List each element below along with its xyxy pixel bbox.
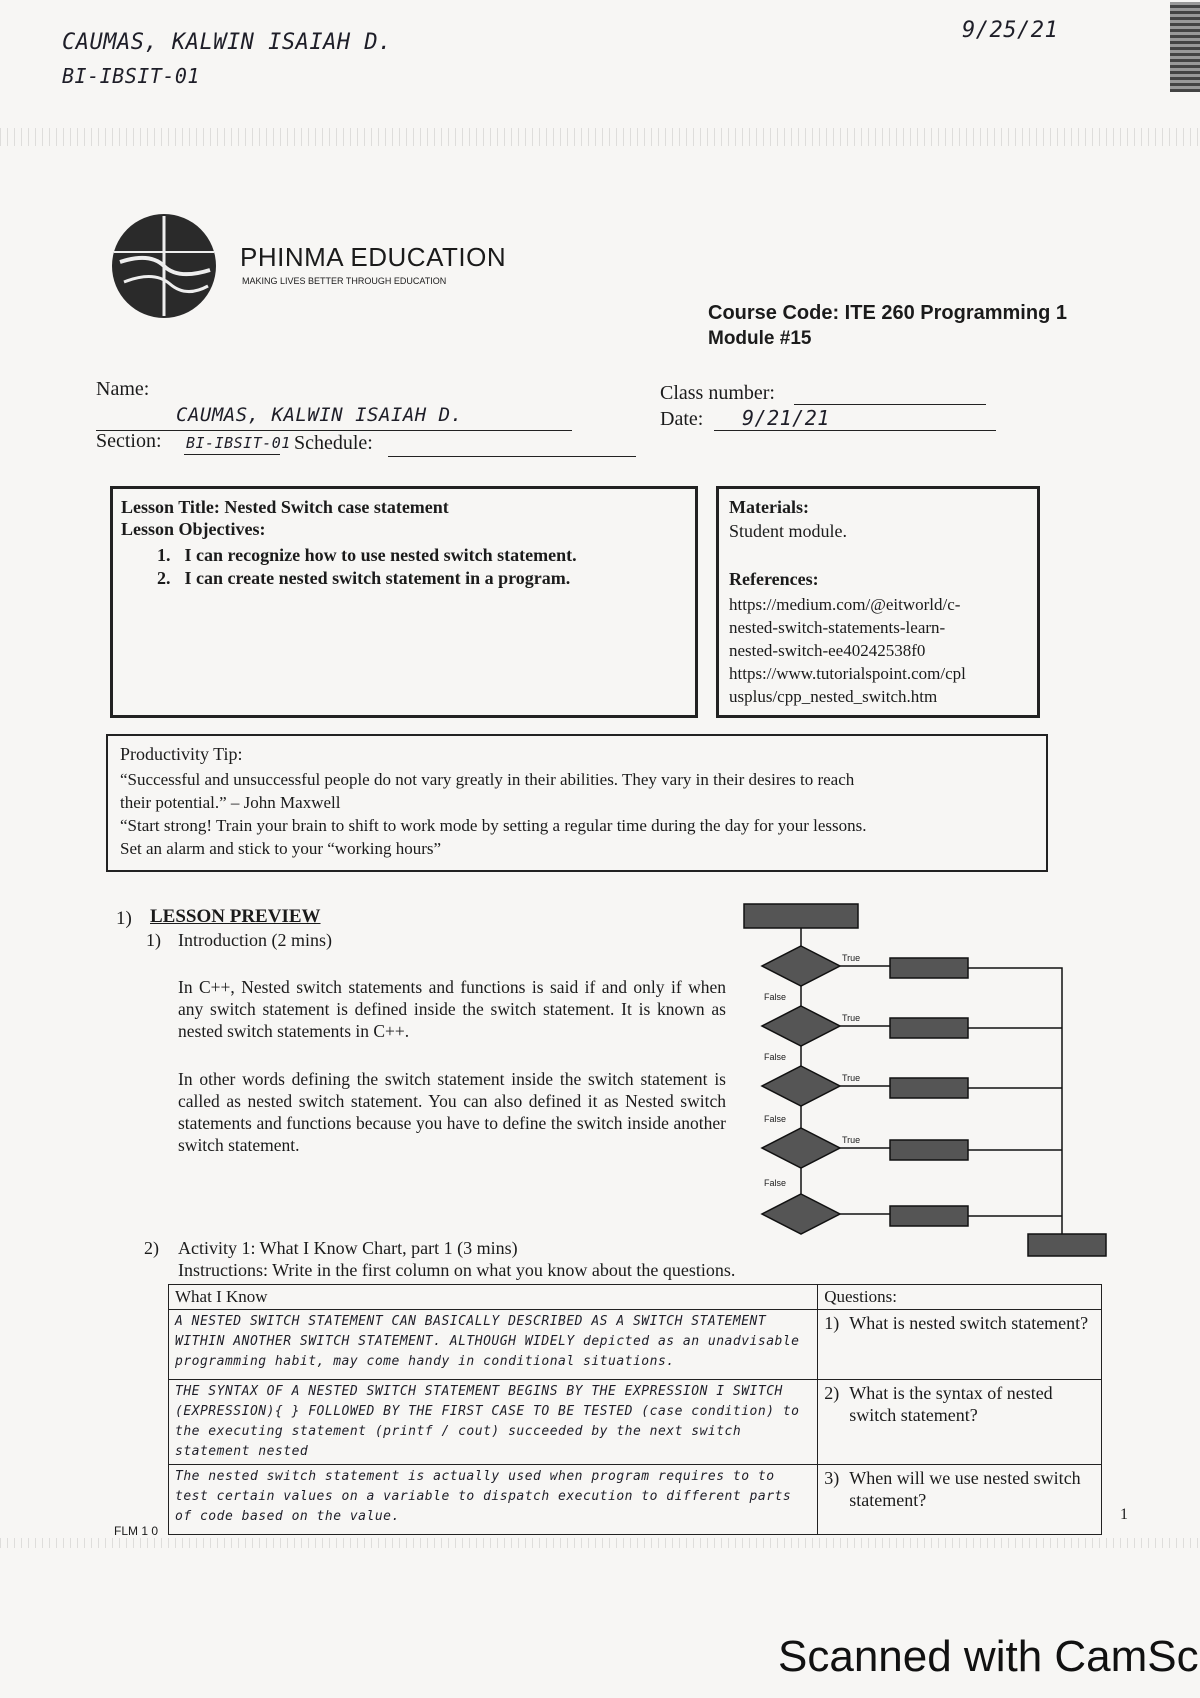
flowchart-end-box: [1028, 1234, 1106, 1256]
answer-cell[interactable]: The nested switch statement is actually used when program requires to to test certain values on a variable to dispatch execution to different parts of code based on the value.: [169, 1465, 818, 1535]
class-number-label: Class number:: [660, 382, 775, 404]
materials-value: Student module.: [729, 521, 847, 541]
header-date: 9/25/21: [962, 18, 1059, 43]
flowchart-decision-default: [762, 1194, 840, 1234]
globe-logo-icon: [110, 212, 218, 320]
scan-edge-mark: [1170, 2, 1200, 92]
flowchart-true-label: True: [842, 1013, 861, 1023]
flowchart-true-label: True: [842, 953, 861, 963]
col-header-what-i-know: What I Know: [169, 1285, 818, 1310]
flowchart-decision-2: [762, 1006, 840, 1046]
module-number: Module #15: [708, 328, 812, 349]
footer-flm: FLM 1 0: [114, 1524, 159, 1538]
reference-line: usplus/cpp_nested_switch.htm: [729, 687, 938, 706]
flowchart-case-box-2: [890, 1018, 968, 1038]
scan-noise-band: [0, 1538, 1200, 1548]
flowchart-case-box-1: [890, 958, 968, 978]
flowchart-true-label: True: [842, 1135, 861, 1145]
preview-heading: LESSON PREVIEW: [150, 906, 321, 927]
tip-text: [120, 768, 866, 860]
date-value: 9/21/21: [742, 406, 830, 430]
schedule-line: [388, 432, 636, 457]
preview-number: 1): [116, 908, 132, 929]
table-row: [169, 1310, 1102, 1380]
flowchart-true-label: True: [842, 1073, 861, 1083]
question-number: 3): [824, 1468, 840, 1488]
question-text: What is nested switch statement?: [849, 1313, 1089, 1333]
question-text: What is the syntax of nested switch statement?: [849, 1383, 1053, 1425]
answer-cell[interactable]: A NESTED SWITCH STATEMENT CAN BASICALLY DESCRIBED AS A SWITCH STATEMENT WITHIN ANOTHER SWITCH STATEMENT. ALTHOUGH WIDELY depicted as an unadvisable programming habit, may come handy in conditional situations.: [169, 1310, 818, 1380]
flowchart-false-label: False: [764, 1052, 787, 1062]
intro-number: 1): [146, 930, 161, 950]
scanner-watermark: Scanned with CamSc: [778, 1632, 1199, 1681]
question-number: 1): [824, 1313, 840, 1333]
reference-line: nested-switch-statements-learn-: [729, 618, 946, 637]
materials-label: Materials:: [729, 497, 809, 517]
tip-line: Set an alarm and stick to your “working hours”: [120, 839, 442, 858]
flowchart-start-box: [744, 904, 858, 928]
name-label: Name:: [96, 378, 150, 400]
activity-number: 2): [144, 1238, 159, 1258]
tip-line: “Successful and unsuccessful people do not vary greatly in their abilities. They vary in their desires to reach: [120, 770, 855, 789]
question-number: 2): [824, 1383, 840, 1403]
header-student-name: CAUMAS, KALWIN ISAIAH D.: [62, 30, 392, 55]
intro-heading: Introduction (2 mins): [178, 930, 332, 950]
name-value: CAUMAS, KALWIN ISAIAH D.: [176, 404, 463, 426]
flowchart-diagram: [740, 896, 1110, 1260]
reference-line: https://medium.com/@eitworld/c-: [729, 595, 961, 614]
question-text: When will we use nested switch statement?: [849, 1468, 1081, 1510]
question-cell: [818, 1465, 1102, 1535]
reference-line: nested-switch-ee40242538f0: [729, 641, 926, 660]
col-header-questions: Questions:: [818, 1285, 1102, 1310]
flowchart-false-label: False: [764, 1114, 787, 1124]
intro-paragraph-1: In C++, Nested switch statements and functions is said if and only if when any switch statement is defined inside the switch statement. It is known as nested switch statements in C++.: [178, 977, 726, 1041]
section-label: Section:: [96, 430, 162, 452]
flowchart-case-box-3: [890, 1078, 968, 1098]
header-section: BI-IBSIT-01: [62, 64, 200, 88]
flowchart-decision-1: [762, 946, 840, 986]
flowchart-default-box: [890, 1206, 968, 1226]
question-cell: [818, 1310, 1102, 1380]
flowchart-decision-3: [762, 1066, 840, 1106]
reference-line: https://www.tutorialspoint.com/cpl: [729, 664, 966, 683]
table-row: [169, 1380, 1102, 1465]
answer-cell[interactable]: THE SYNTAX OF A NESTED SWITCH STATEMENT BEGINS BY THE EXPRESSION I SWITCH (EXPRESSION){ } FOLLOWED BY THE FIRST CASE TO BE TESTED (case condition) to the executing statement (printf / cout) succeeded by the next switch statement nested: [169, 1380, 818, 1465]
section-value: BI-IBSIT-01: [186, 434, 291, 452]
tip-label: Productivity Tip:: [120, 744, 243, 764]
logo-tagline: MAKING LIVES BETTER THROUGH EDUCATION: [242, 276, 447, 286]
what-i-know-chart: [168, 1284, 1102, 1535]
switch-flowchart: [740, 896, 1110, 1260]
lesson-title: Lesson Title: Nested Switch case statement: [121, 497, 449, 517]
materials-box: [716, 486, 1040, 718]
flowchart-false-label: False: [764, 1178, 787, 1188]
table-row: [169, 1465, 1102, 1535]
footer-page-number: 1: [1120, 1506, 1128, 1523]
logo-org-name: PHINMA EDUCATION: [240, 242, 507, 272]
activity-instructions: Instructions: Write in the first column on what you know about the questions.: [178, 1260, 736, 1280]
objective-item: 2. I can create nested switch statement in a program.: [157, 568, 571, 588]
class-number-line: [794, 382, 986, 405]
intro-paragraph-2: In other words defining the switch statement inside the switch statement is called as nested switch statement. You can also defined it as Nested switch statements and functions because you have to define the switch inside another switch statement.: [178, 1069, 726, 1155]
references-list: [729, 593, 966, 708]
question-cell: [818, 1380, 1102, 1465]
flowchart-false-label: False: [764, 992, 787, 1002]
flowchart-decision-4: [762, 1128, 840, 1168]
lesson-box: [110, 486, 698, 718]
scan-noise-band: [0, 128, 1200, 146]
lesson-objectives-list: [157, 543, 577, 589]
lesson-objectives-label: Lesson Objectives:: [121, 519, 266, 539]
tip-line: “Start strong! Train your brain to shift to work mode by setting a regular time during the day for your lessons.: [120, 816, 867, 835]
references-label: References:: [729, 569, 819, 589]
table-header-row: [169, 1285, 1102, 1310]
what-i-know-table: [168, 1284, 1102, 1535]
schedule-label: Schedule:: [294, 432, 373, 454]
flowchart-case-box-4: [890, 1140, 968, 1160]
course-code: Course Code: ITE 260 Programming 1: [708, 302, 1067, 324]
date-label: Date:: [660, 408, 704, 430]
tip-line: their potential.” – John Maxwell: [120, 793, 341, 812]
activity-title: Activity 1: What I Know Chart, part 1 (3 mins): [178, 1238, 518, 1258]
objective-item: 1. I can recognize how to use nested switch statement.: [157, 545, 577, 565]
productivity-tip-box: [106, 734, 1048, 872]
